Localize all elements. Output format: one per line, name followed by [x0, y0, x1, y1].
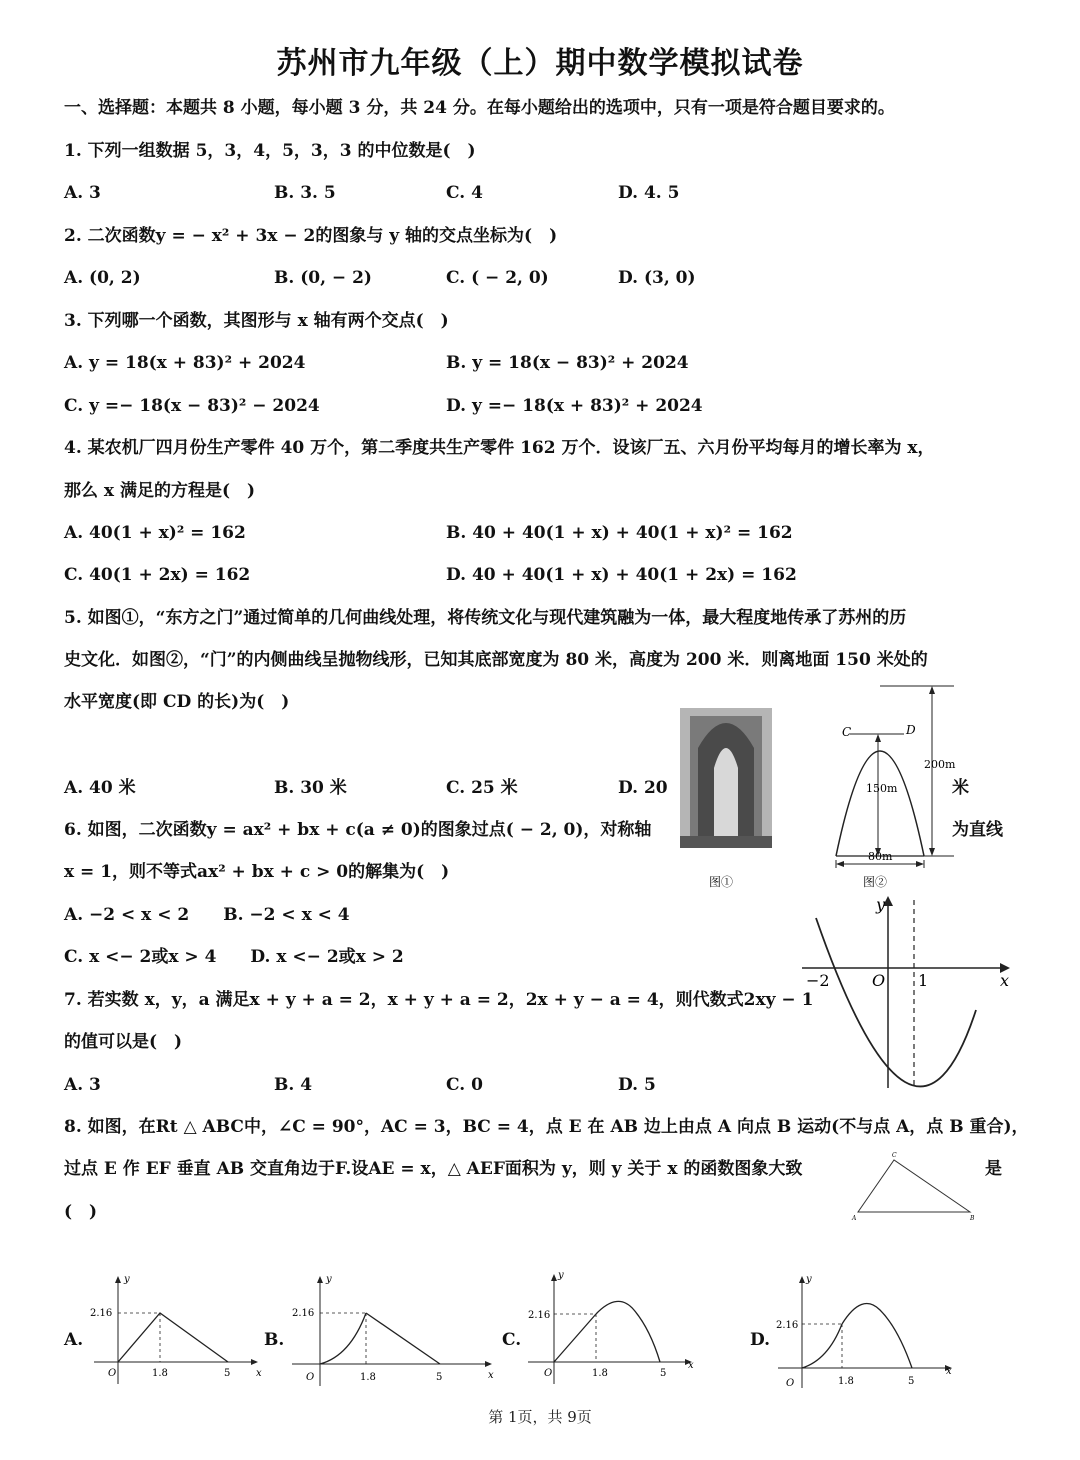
q2-option-c: C. ( − 2, 0): [446, 268, 549, 288]
q8a-x-label: x: [256, 1368, 262, 1379]
q2-option-d: D. (3, 0): [618, 268, 696, 288]
tri-label-a: A: [852, 1215, 857, 1222]
q8b-5-label: 5: [436, 1372, 443, 1383]
q4-option-b: B. 40 + 40(1 + x) + 40(1 + x)² = 162: [446, 523, 793, 543]
q8d-5-label: 5: [908, 1376, 915, 1387]
q2-stem: 2. 二次函数y = − x² + 3x − 2的图象与 y 轴的交点坐标为( ): [64, 226, 558, 246]
q5-option-b: B. 30 米: [274, 778, 347, 798]
q3-option-d: D. y =− 18(x + 83)² + 2024: [446, 396, 703, 416]
q7-option-b: B. 4: [274, 1075, 313, 1095]
q2-option-b: B. (0, − 2): [274, 268, 372, 288]
q5-option-d: D. 20: [618, 778, 668, 798]
q6-origin-label: O: [872, 971, 886, 990]
q5-option-c: C. 25 米: [446, 778, 518, 798]
q6-parabola-graph: [800, 890, 1020, 1090]
label-150m: 150m: [866, 782, 898, 795]
q1-option-c: C. 4: [446, 183, 483, 203]
q4-option-c: C. 40(1 + 2x) = 162: [64, 565, 251, 585]
q3-option-a: A. y = 18(x + 83)² + 2024: [64, 353, 306, 373]
q8-graph-d: [772, 1266, 962, 1396]
q8-stem-line2-tail: 是: [985, 1159, 1002, 1179]
q8d-y-label: y: [806, 1274, 812, 1285]
q7-option-c: C. 0: [446, 1075, 483, 1095]
q8b-origin-label: O: [306, 1372, 315, 1383]
q6-one-label: 1: [918, 971, 929, 990]
arch-diagram: [820, 676, 970, 870]
q1-option-a: A. 3: [64, 183, 101, 203]
fig2-caption: 图②: [863, 875, 888, 889]
q8c-216-label: 2.16: [528, 1310, 551, 1321]
tri-label-c: C: [892, 1152, 897, 1159]
q5-stem-line3: 水平宽度(即 CD 的长)为( ): [64, 692, 290, 712]
q8c-18-label: 1.8: [592, 1368, 608, 1379]
q6-y-label: y: [876, 895, 886, 914]
q8a-216-label: 2.16: [90, 1308, 113, 1319]
q8-option-d-letter: D.: [750, 1330, 771, 1350]
q4-option-d: D. 40 + 40(1 + x) + 40(1 + 2x) = 162: [446, 565, 797, 585]
q8-option-a-letter: A.: [64, 1330, 84, 1350]
q6-neg2-label: −2: [806, 971, 830, 990]
q8c-origin-label: O: [544, 1368, 553, 1379]
q7-option-d: D. 5: [618, 1075, 656, 1095]
q8-stem-line1: 8. 如图，在Rt △ ABC中，∠C = 90°，AC = 3，BC = 4，点 E 在 AB 边上由点 A 向点 B 运动(不与点 A，点 B 重合)，: [64, 1117, 1029, 1137]
q8-option-c-letter: C.: [502, 1330, 522, 1350]
q8c-x-label: x: [688, 1360, 694, 1371]
q8-graph-b: [288, 1266, 508, 1392]
q6-stem-line1: 6. 如图，二次函数y = ax² + bx + c(a ≠ 0)的图象过点( − 2, 0)，对称轴: [64, 820, 652, 840]
q3-option-b: B. y = 18(x − 83)² + 2024: [446, 353, 689, 373]
q5-option-d-unit: 米: [952, 778, 969, 798]
q1-stem: 1. 下列一组数据 5，3，4，5，3，3 的中位数是( ): [64, 141, 476, 161]
q8b-x-label: x: [488, 1370, 494, 1381]
fig1-caption: 图①: [709, 875, 734, 889]
q7-stem-line1: 7. 若实数 x，y，a 满足x + y + a = 2，x + y + a = 2，2x + y − a = 4，则代数式2xy − 1: [64, 990, 814, 1010]
q3-option-c: C. y =− 18(x − 83)² − 2024: [64, 396, 320, 416]
q7-option-a: A. 3: [64, 1075, 101, 1095]
q4-stem-line1: 4. 某农机厂四月份生产零件 40 万个，第二季度共生产零件 162 万个．设该厂五、六月份平均每月的增长率为 x，: [64, 438, 935, 458]
q1-option-d: D. 4. 5: [618, 183, 680, 203]
gate-photo: [680, 708, 772, 848]
q6-options-row1: A. −2 < x < 2 B. −2 < x < 4: [64, 905, 350, 925]
label-80m: 80m: [868, 850, 893, 863]
q8-graph-a: [88, 1266, 268, 1392]
q6-stem-line2: x = 1，则不等式ax² + bx + c > 0的解集为( ): [64, 862, 450, 882]
q4-stem-line2: 那么 x 满足的方程是( ): [64, 481, 256, 501]
q5-stem-line1: 5. 如图①，“东方之门”通过简单的几何曲线处理，将传统文化与现代建筑融为一体，最大程度地传承了苏州的历: [64, 608, 907, 628]
label-200m: 200m: [924, 758, 956, 771]
q8a-18-label: 1.8: [152, 1368, 168, 1379]
q8c-5-label: 5: [660, 1368, 667, 1379]
q8-option-b-letter: B.: [264, 1330, 285, 1350]
q3-stem: 3. 下列哪一个函数，其图形与 x 轴有两个交点( ): [64, 311, 449, 331]
q8d-x-label: x: [946, 1366, 952, 1377]
q8a-5-label: 5: [224, 1368, 231, 1379]
label-c: C: [842, 725, 852, 739]
q8d-origin-label: O: [786, 1378, 795, 1389]
q8d-18-label: 1.8: [838, 1376, 854, 1387]
q8-triangle: [850, 1148, 980, 1222]
q8a-y-label: y: [124, 1274, 130, 1285]
q5-option-a: A. 40 米: [64, 778, 136, 798]
page-footer: 第 1页，共 9页: [488, 1408, 592, 1426]
page-title: 苏州市九年级（上）期中数学模拟试卷: [276, 46, 804, 81]
q8-graph-c: [526, 1266, 706, 1392]
q6-options-row2: C. x <− 2或x > 4 D. x <− 2或x > 2: [64, 947, 404, 967]
q8b-216-label: 2.16: [292, 1308, 315, 1319]
q7-stem-line2: 的值可以是( ): [64, 1032, 183, 1052]
q2-option-a: A. (0, 2): [64, 268, 141, 288]
q8-stem-line3: ( ): [64, 1202, 98, 1222]
q5-stem-line2: 史文化．如图②，“门”的内侧曲线呈抛物线形，已知其底部宽度为 80 米，高度为 200 米．则离地面 150 米处的: [64, 650, 928, 670]
label-d: D: [906, 723, 916, 737]
q8a-origin-label: O: [108, 1368, 117, 1379]
q4-option-a: A. 40(1 + x)² = 162: [64, 523, 246, 543]
q8c-y-label: y: [558, 1270, 564, 1281]
q8d-216-label: 2.16: [776, 1320, 799, 1331]
q6-stem-line1-tail: 为直线: [952, 820, 1003, 840]
section-heading: 一、选择题：本题共 8 小题，每小题 3 分，共 24 分。在每小题给出的选项中，只有一项是符合题目要求的。: [64, 98, 895, 118]
q1-option-b: B. 3. 5: [274, 183, 336, 203]
q8b-y-label: y: [326, 1274, 332, 1285]
q8b-18-label: 1.8: [360, 1372, 376, 1383]
q8-stem-line2: 过点 E 作 EF 垂直 AB 交直角边于F.设AE = x，△ AEF面积为 y，则 y 关于 x 的函数图象大致: [64, 1159, 803, 1179]
q6-x-label: x: [1000, 971, 1010, 990]
tri-label-b: B: [970, 1215, 975, 1222]
